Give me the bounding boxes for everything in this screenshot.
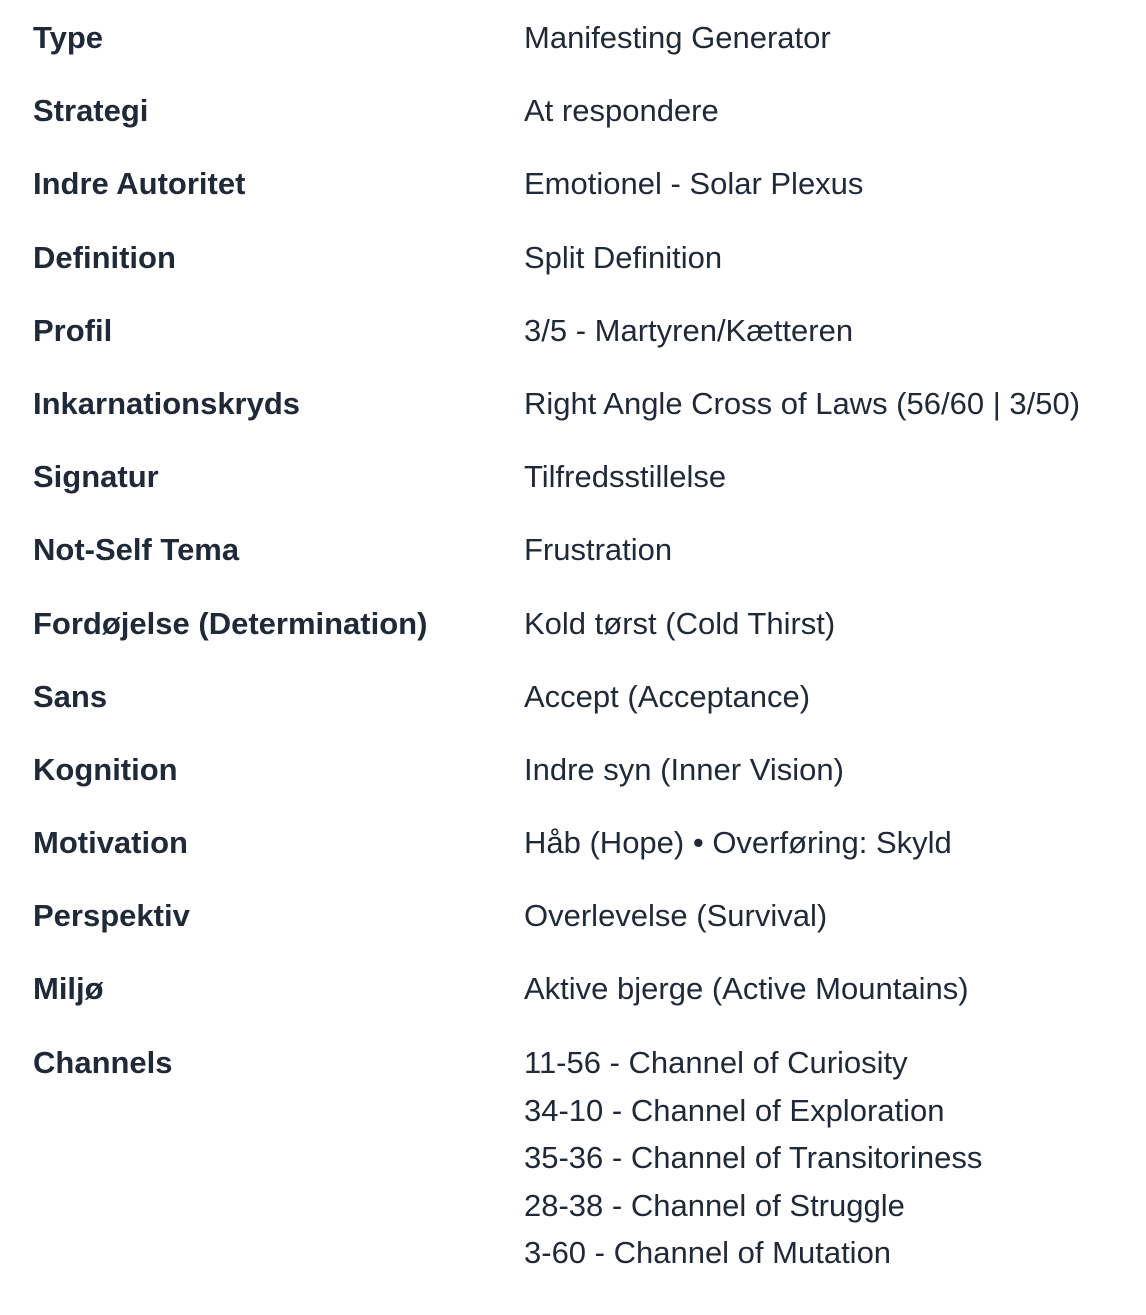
property-label: Profil xyxy=(33,312,113,348)
property-row-miljo xyxy=(33,967,1133,1040)
property-row-not-self-tema xyxy=(33,528,1133,601)
property-row-strategi xyxy=(33,89,1133,162)
property-label: Type xyxy=(33,20,104,55)
channel-item: 35-36 - Channel of Transitoriness xyxy=(524,1140,983,1176)
property-row-inkarnationskryds xyxy=(33,382,1133,455)
property-value: Emotionel - Solar Plexus xyxy=(524,166,864,202)
property-label: Not-Self Tema xyxy=(33,532,240,568)
property-row-definition xyxy=(33,236,1133,309)
property-label: Fordøjelse (Determination) xyxy=(33,605,428,641)
property-label: Kognition xyxy=(33,751,178,787)
property-value: Split Definition xyxy=(524,239,723,275)
property-label: Definition xyxy=(33,239,176,275)
property-row-sans xyxy=(33,675,1133,748)
property-value: At respondere xyxy=(524,93,719,129)
property-row-motivation xyxy=(33,821,1133,894)
property-row-fordojelse xyxy=(33,602,1133,675)
property-value: Frustration xyxy=(524,532,673,568)
property-label: Sans xyxy=(33,678,108,714)
channel-item: 34-10 - Channel of Exploration xyxy=(524,1092,945,1128)
property-value: 3/5 - Martyren/Kætteren xyxy=(524,312,854,348)
property-value: Indre syn (Inner Vision) xyxy=(524,751,844,787)
property-row-signatur xyxy=(33,455,1133,528)
channel-item: 11-56 - Channel of Curiosity xyxy=(524,1045,908,1081)
property-value: Right Angle Cross of Laws (56/60 | 3/50) xyxy=(524,385,1081,421)
channel-item: 3-60 - Channel of Mutation xyxy=(524,1235,892,1271)
channel-list xyxy=(524,1041,982,1279)
property-value: Aktive bjerge (Active Mountains) xyxy=(524,971,969,1007)
property-label: Channels xyxy=(33,1044,173,1080)
property-label: Indre Autoritet xyxy=(33,166,246,202)
property-value: Håb (Hope) • Overføring: Skyld xyxy=(524,825,952,861)
property-value: Overlevelse (Survival) xyxy=(524,898,828,934)
property-label: Miljø xyxy=(33,971,104,1007)
property-value: Manifesting Generator xyxy=(524,20,831,55)
property-row-indre-autoritet xyxy=(33,162,1133,235)
property-label: Inkarnationskryds xyxy=(33,385,301,421)
property-row-perspektiv xyxy=(33,894,1133,967)
property-label: Strategi xyxy=(33,93,149,129)
property-value: Kold tørst (Cold Thirst) xyxy=(524,605,836,641)
property-row-profil xyxy=(33,309,1133,382)
property-label: Signatur xyxy=(33,459,159,495)
human-design-properties-table xyxy=(33,16,1133,1271)
property-label: Motivation xyxy=(33,825,188,861)
channel-item: 28-38 - Channel of Struggle xyxy=(524,1187,905,1223)
property-value: Accept (Acceptance) xyxy=(524,678,811,714)
property-row-type xyxy=(33,16,1133,89)
property-label: Perspektiv xyxy=(33,898,190,934)
property-row-kognition xyxy=(33,748,1133,821)
property-value: Tilfredsstillelse xyxy=(524,459,727,495)
